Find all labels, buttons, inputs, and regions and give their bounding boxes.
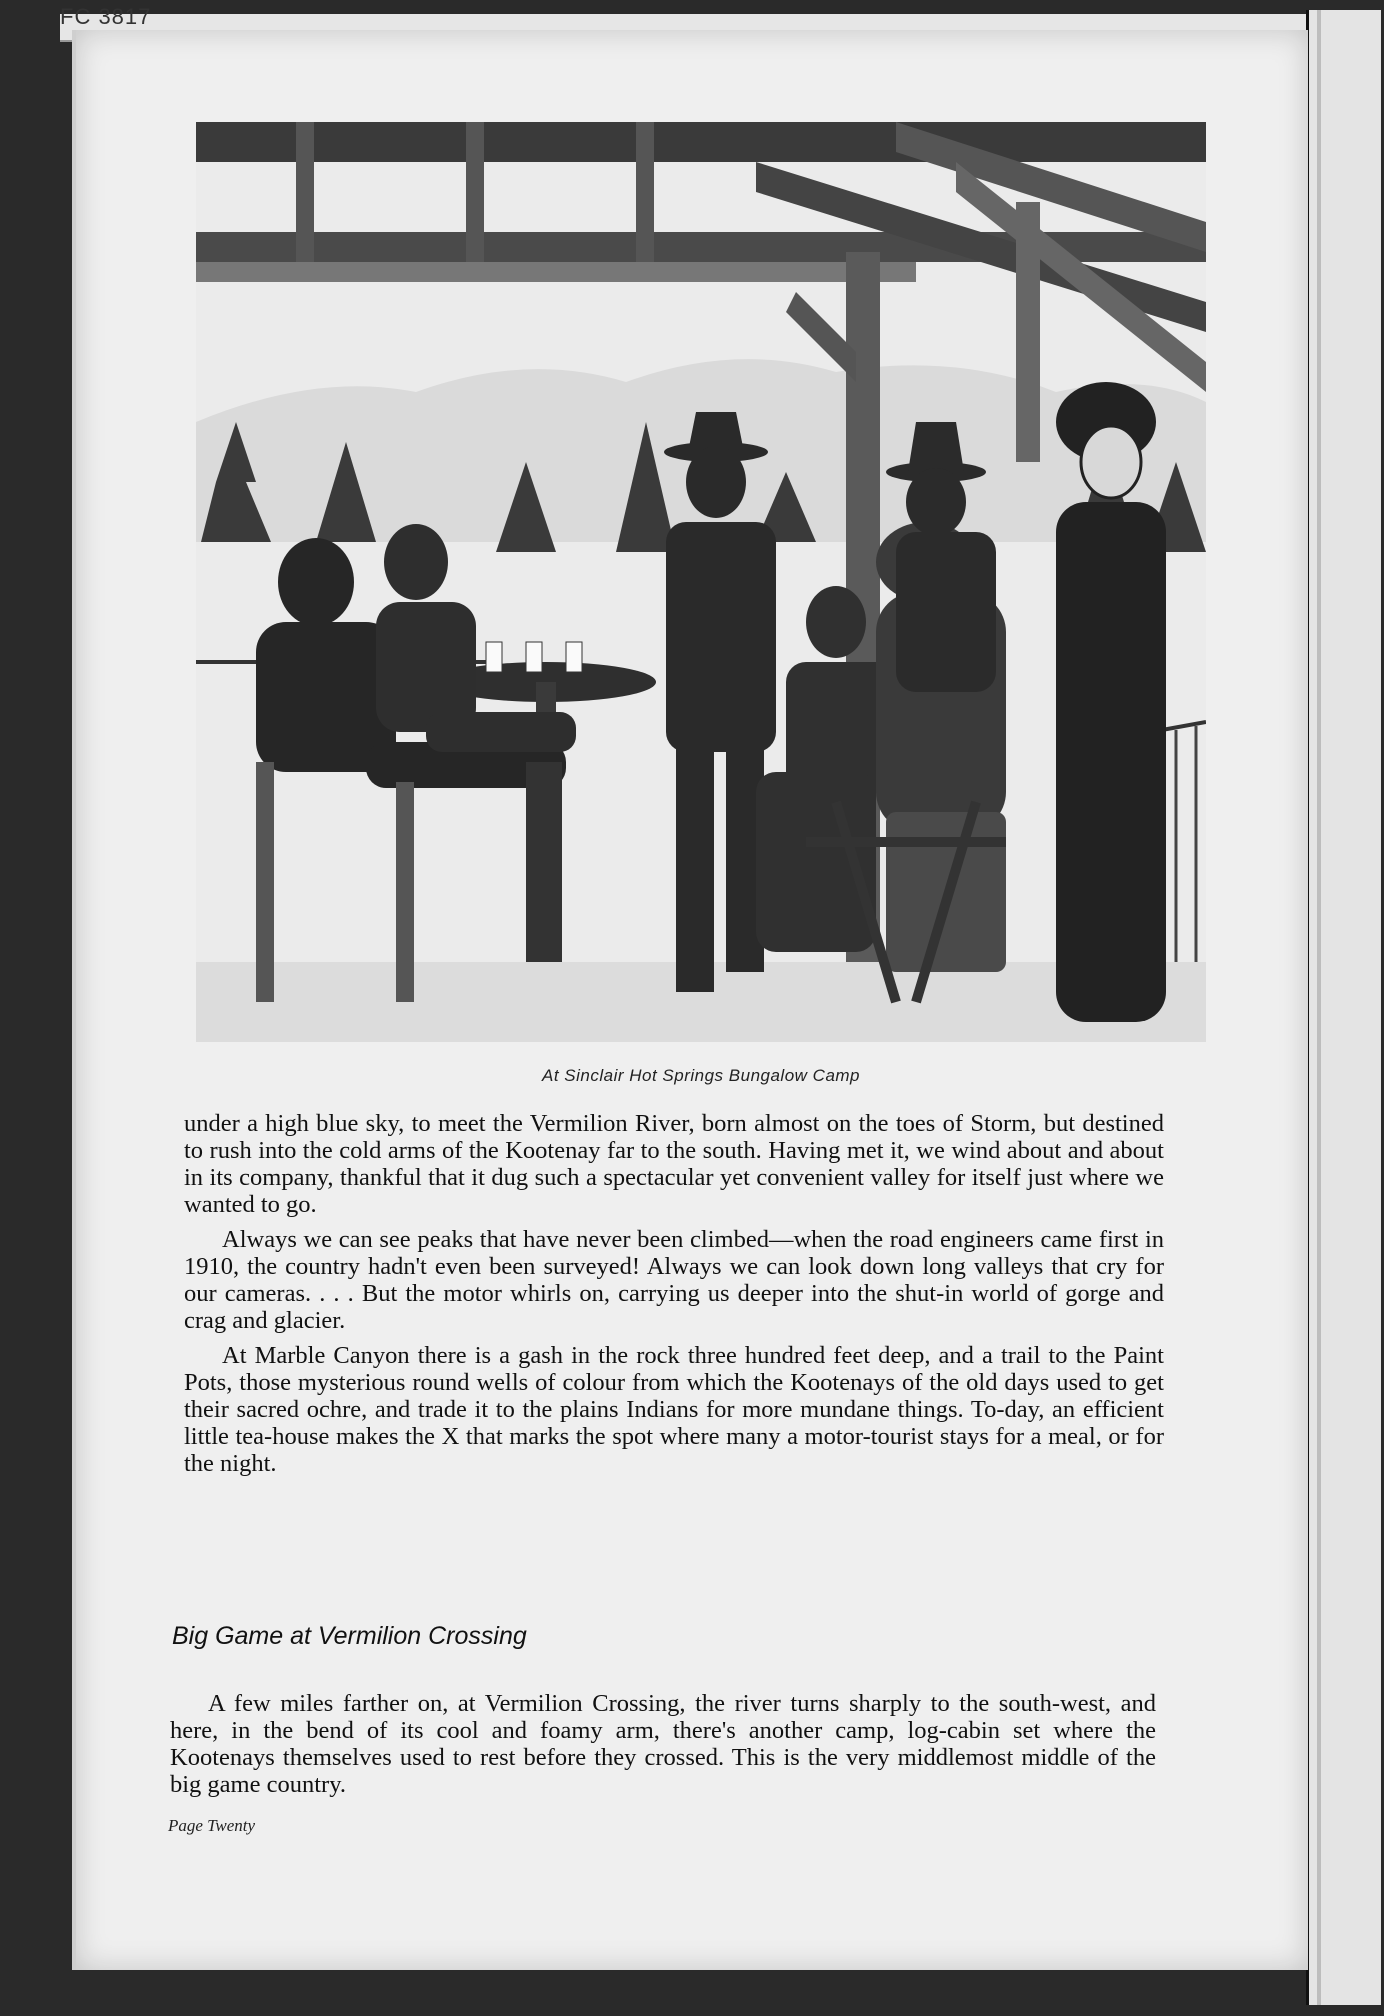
illustration-caption: At Sinclair Hot Springs Bungalow Camp <box>541 1066 861 1085</box>
page-number: Page Twenty <box>168 1816 256 1835</box>
paragraph: under a high blue sky, to meet the Vermilion River, born almost on the toes of Storm, but destined to rush into the cold arms of the Kootenay far to the south. Having met it, we wind about and about in its company, thankful that it dug such a spectacular yet convenient valley for itself just where we wanted to go. <box>184 1110 1164 1218</box>
illustration-veranda-scene <box>196 122 1206 1042</box>
archive-mark: FC 3817 <box>60 4 152 29</box>
body-text <box>184 1110 1164 1485</box>
facing-page-edge <box>1306 10 1381 2005</box>
section-heading: Big Game at Vermilion Crossing <box>172 1622 527 1650</box>
paragraph: At Marble Canyon there is a gash in the rock three hundred feet deep, and a trail to the Paint Pots, those mysterious round wells of colour from which the Kootenays of the old days used to get their sacred ochre, and trade it to the plains Indians for more mundane things. To-day, an efficient little tea-house makes the X that marks the spot where many a motor-tourist stays for a meal, or for the night. <box>184 1342 1164 1477</box>
paragraph: A few miles farther on, at Vermilion Crossing, the river turns sharply to the south-west, and here, in the bend of its cool and foamy arm, there's another camp, log-cabin set where the Kootenays themselves used to rest before they crossed. This is the very middlemost middle of the big game country. <box>170 1690 1156 1798</box>
paragraph: Always we can see peaks that have never been climbed—when the road engineers came first in 1910, the country hadn't even been surveyed! Always we can look down long valleys that cry for our cameras. . . . But the motor whirls on, carrying us deeper into the shut-in world of gorge and crag and glacier. <box>184 1226 1164 1334</box>
section-body <box>170 1690 1156 1798</box>
